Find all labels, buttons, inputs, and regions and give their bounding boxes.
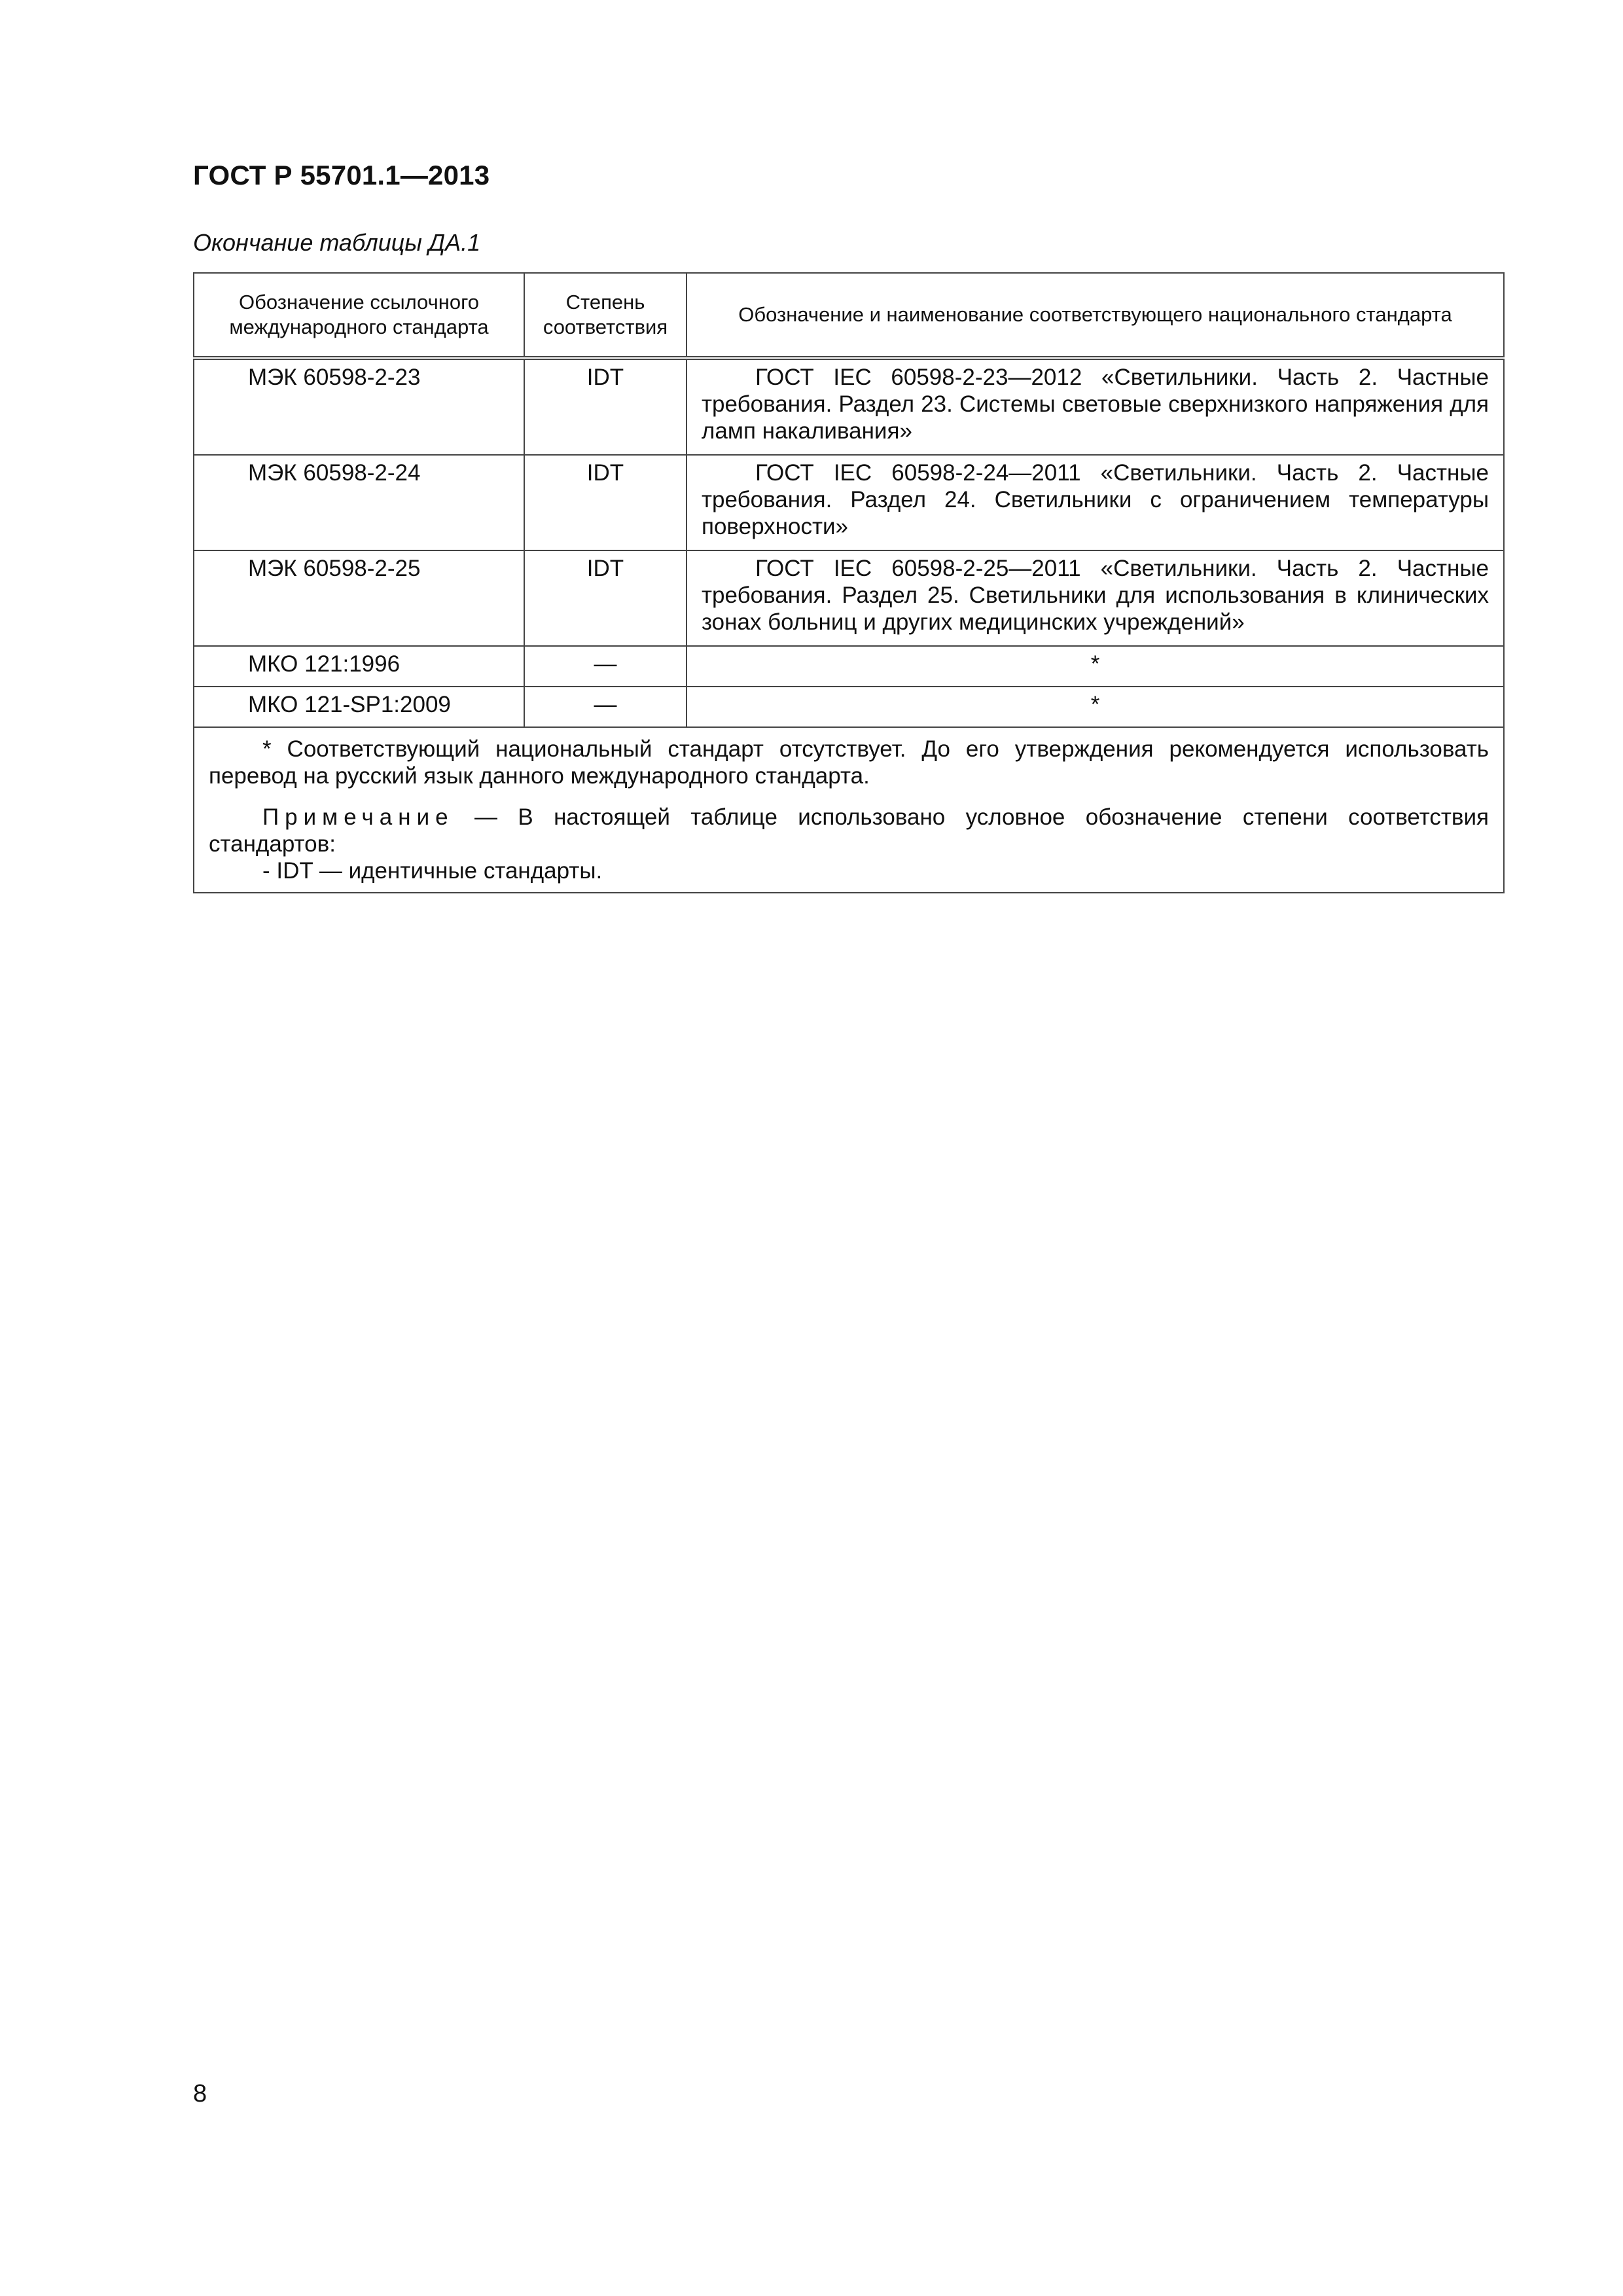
- table-row: [194, 687, 1504, 727]
- reference-standard: МЭК 60598-2-24: [194, 455, 524, 550]
- national-standard: *: [687, 646, 1504, 687]
- conformity-degree: IDT: [524, 455, 687, 550]
- reference-standard: МЭК 60598-2-25: [194, 550, 524, 646]
- reference-standard: МЭК 60598-2-23: [194, 358, 524, 455]
- table-row: [194, 358, 1504, 455]
- footnote-text: * Соответствующий национальный стандарт отсутствует. До его утверждения рекомендуется использовать перевод на русский язык данного международного стандарта.: [209, 736, 1489, 789]
- national-standard: ГОСТ IEC 60598-2-23—2012 «Светильники. Часть 2. Частные требования. Раздел 23. Системы световые сверхнизкого напряжения для ламп накаливания»: [687, 358, 1504, 455]
- conformity-degree: IDT: [524, 550, 687, 646]
- reference-standard: МКО 121:1996: [194, 646, 524, 687]
- note-paragraph: [209, 804, 1489, 857]
- page-number: 8: [193, 2080, 207, 2108]
- note-item: - IDT — идентичные стандарты.: [262, 858, 603, 884]
- national-standard: ГОСТ IEC 60598-2-25—2011 «Светильники. Часть 2. Частные требования. Раздел 25. Светильники для использования в клинических зонах больниц и других медицинских учреждений»: [687, 550, 1504, 646]
- table-footnote-row: [194, 727, 1504, 893]
- table-footnote-cell: [194, 727, 1504, 893]
- conformity-degree: —: [524, 646, 687, 687]
- document-header: ГОСТ Р 55701.1—2013: [193, 160, 490, 190]
- column-header-reference: Обозначение ссылочного международного стандарта: [194, 273, 524, 358]
- table-row: [194, 646, 1504, 687]
- note-label: Примечание: [262, 804, 454, 830]
- national-standard: *: [687, 687, 1504, 727]
- conformity-degree: —: [524, 687, 687, 727]
- national-standard: ГОСТ IEC 60598-2-24—2011 «Светильники. Часть 2. Частные требования. Раздел 24. Светильники с ограничением температуры поверхности»: [687, 455, 1504, 550]
- reference-standard: МКО 121-SP1:2009: [194, 687, 524, 727]
- table-row: [194, 550, 1504, 646]
- table-header-row: [194, 273, 1504, 358]
- conformity-degree: IDT: [524, 358, 687, 455]
- table-caption: Окончание таблицы ДА.1: [193, 229, 481, 256]
- column-header-degree: Степень соответствия: [524, 273, 687, 358]
- column-header-national: Обозначение и наименование соответствующего национального стандарта: [687, 273, 1504, 358]
- table-row: [194, 455, 1504, 550]
- note-text: — В настоящей таблице использовано условное обозначение степени соответствия стандартов:: [209, 804, 1489, 857]
- standards-table: [193, 272, 1505, 893]
